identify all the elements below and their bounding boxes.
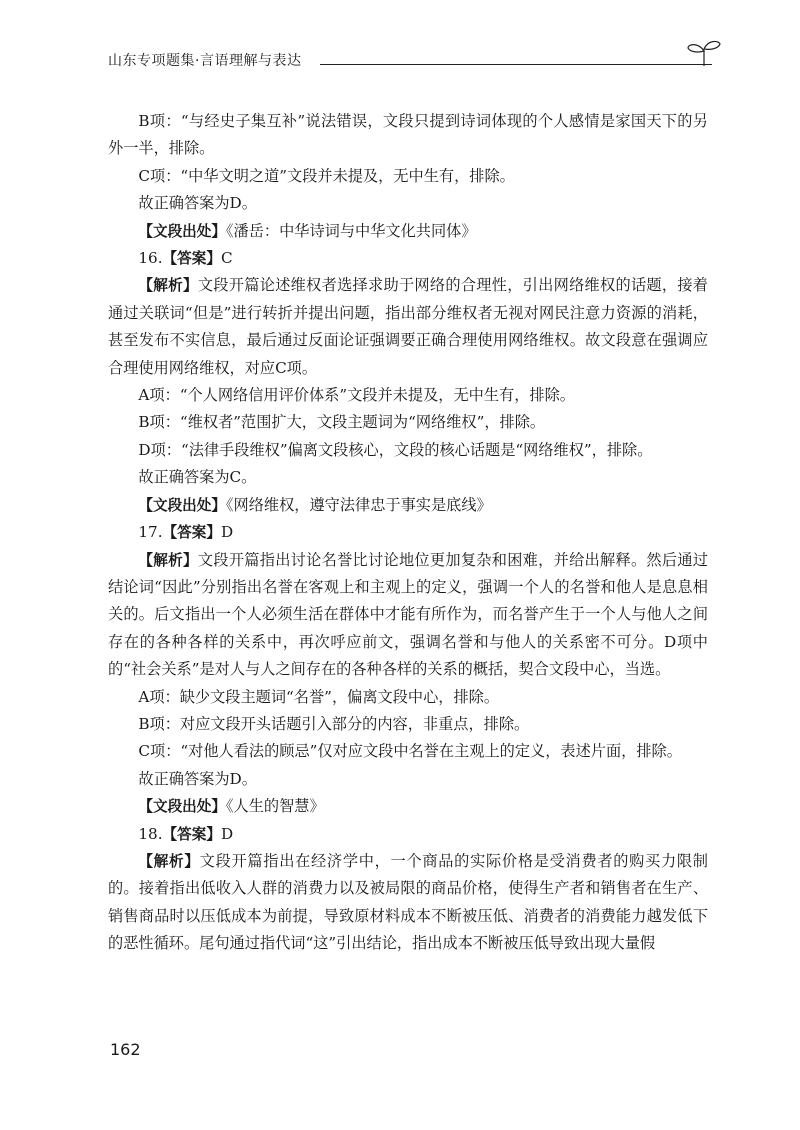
analysis-paragraph: 【解析】文段开篇指出在经济学中，一个商品的实际价格是受消费者的购买力限制的。接着指出低收入人群的消费力以及被局限的商品价格，使得生产者和销售者在生产、销售商品时以压低成本为前提，导致原材料成本不断被压低、消费者的消费能力越发低下的恶性循环。尾句通过指代词“这”引出结论，指出成本不断被压低导致出现大量假 (108, 851, 708, 953)
paragraph: 故正确答案为C。 (138, 468, 257, 487)
analysis-paragraph: 【解析】文段开篇指出讨论名誉比讨论地位更加复杂和困难，并给出解释。然后通过结论词“因此”分别指出名誉在客观上和主观上的定义，强调一个人的名誉和他人是息息相关的。后文指出一个人必须生活在群体中才能有所作为，而名誉产生于一个人与他人之间存在的各种各样的关系中，再次呼应前文，强调名誉和与他人的关系密不可分。D项中的“社会关系”是对人与人之间存在的各种各样的关系的概括，契合文段中心，当选。 (108, 550, 708, 679)
source-line: 【文段出处】《人生的智慧》 (138, 797, 325, 816)
paragraph: 故正确答案为D。 (138, 194, 257, 213)
header-title: 山东专项题集·言语理解与表达 (108, 53, 302, 69)
answer-value: D (220, 824, 234, 843)
source-label: 【文段出处】 (138, 222, 226, 240)
analysis-paragraph: 【解析】文段开篇论述维权者选择求助于网络的合理性，引出网络维权的话题，接着通过关联词“但是”进行转折并提出问题，指出部分维权者无视对网民注意力资源的消耗，甚至发布不实信息，最后通过反面论证强调要正确合理使用网络维权。故文段意在强调应合理使用网络维权，对应C项。 (108, 276, 708, 377)
paragraph: B项：“与经史子集互补”说法错误，文段只提到诗词体现的个人感情是家国天下的另外一半，排除。 (108, 112, 708, 158)
paragraph: B项：对应文段开头话题引入部分的内容，非重点，排除。 (138, 714, 530, 733)
header-rule (320, 64, 712, 65)
paragraph: C项：“对他人看法的顾忌”仅对应文段中名誉在主观上的定义，表述片面，排除。 (138, 742, 682, 761)
answer-label: 【答案】 (162, 825, 221, 843)
answer-value: D (220, 523, 234, 542)
paragraph: D项：“法律手段维权”偏离文段核心，文段的核心话题是“网络维权”，排除。 (138, 440, 653, 459)
answer-line (108, 245, 708, 272)
answer-label: 【答案】 (162, 250, 221, 268)
paragraph: C项：“中华文明之道”文段并未提及，无中生有，排除。 (138, 166, 515, 185)
page-number: 162 (110, 1040, 141, 1059)
question-number: 16. (138, 249, 163, 268)
sprout-icon (684, 38, 724, 68)
analysis-label: 【解析】 (138, 852, 200, 870)
analysis-label: 【解析】 (138, 551, 198, 569)
question-number: 18. (138, 824, 163, 843)
paragraph: A项：缺少文段主题词“名誉”，偏离文段中心，排除。 (138, 687, 500, 706)
question-number: 17. (138, 523, 163, 542)
source-line: 【文段出处】《网络维权，遵守法律忠于事实是底线》 (138, 495, 492, 514)
source-label: 【文段出处】 (138, 496, 226, 514)
running-header (108, 44, 720, 74)
answer-value: C (220, 249, 233, 268)
answer-line (108, 821, 708, 848)
analysis-label: 【解析】 (138, 277, 198, 295)
paragraph: B项：“维权者”范围扩大，文段主题词为“网络维权”，排除。 (138, 413, 546, 432)
paragraph: 故正确答案为D。 (138, 769, 257, 788)
source-label: 【文段出处】 (138, 798, 226, 816)
answer-label: 【答案】 (162, 524, 221, 542)
answer-line (108, 519, 708, 546)
source-line: 【文段出处】《潘岳：中华诗词与中华文化共同体》 (138, 221, 477, 240)
page-body (108, 108, 708, 958)
paragraph: A项：“个人网络信用评价体系”文段并未提及，无中生有，排除。 (138, 386, 575, 405)
